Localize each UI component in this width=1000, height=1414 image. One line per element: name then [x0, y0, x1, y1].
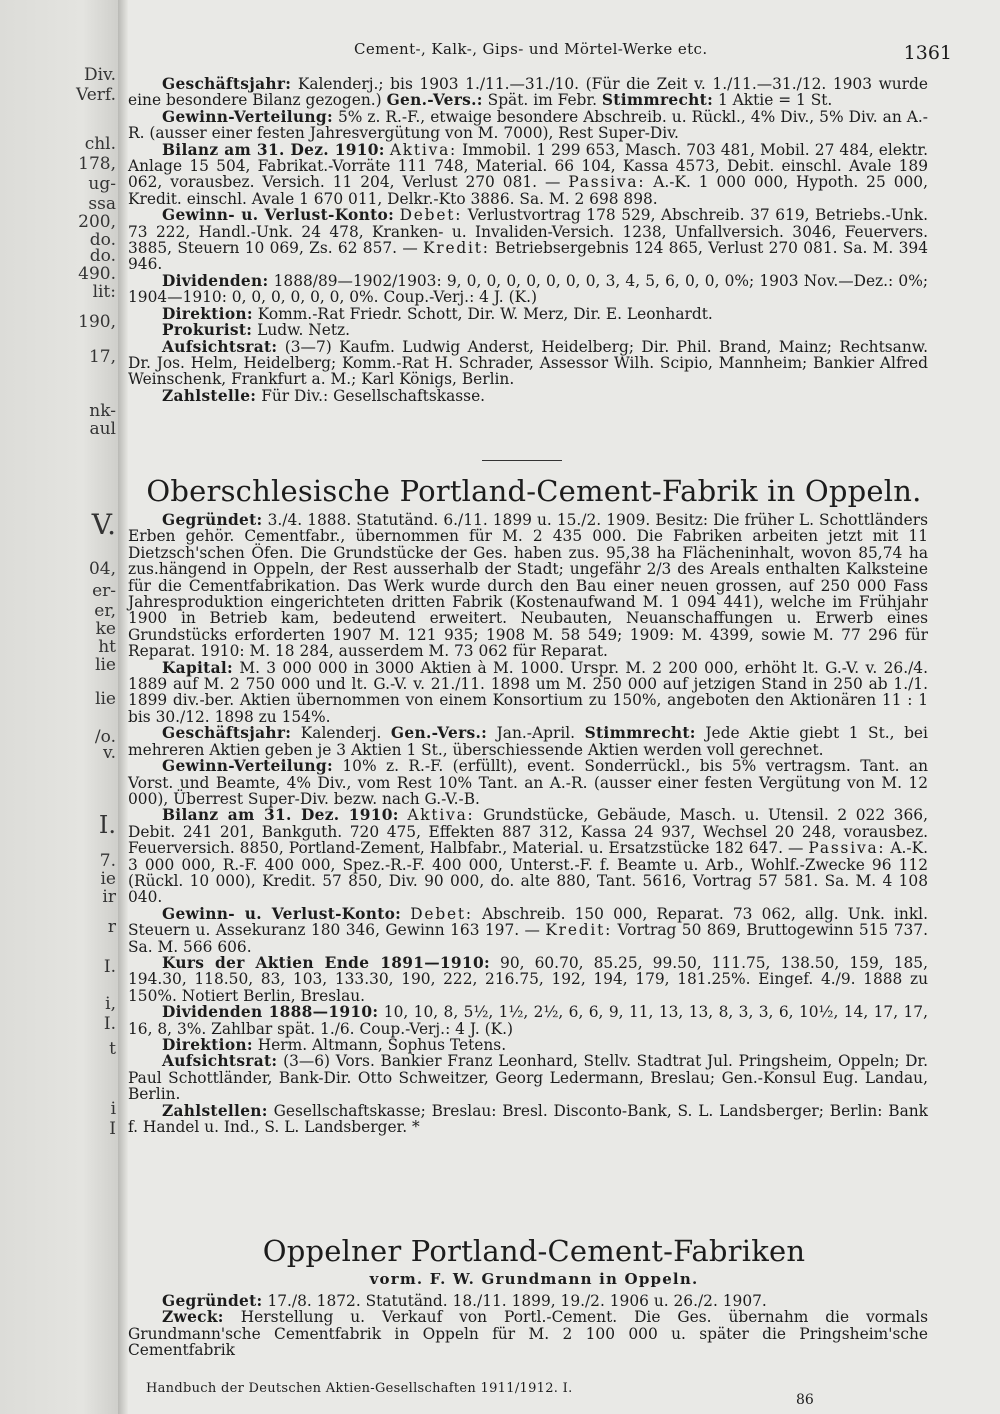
gutter-fragment: I. [103, 958, 116, 977]
gutter-fragment: I. [103, 1015, 116, 1034]
zahlstelle-paragraph: Zahlstelle: Für Div.: Gesellschaftskasse. [162, 386, 486, 405]
dividenden-paragraph: Dividenden 1888—1910: 10, 10, 8, 5½, 1½, 2½, 6, 6, 9, 11, 13, 13, 8, 3, 3, 6, 10½, 14, 17, 17, 16, 8, 3%. Zahlbar spät. 1./6. Coup.-Verj.: 4 J. (K.) [128, 1003, 928, 1038]
page-number: 1361 [903, 42, 952, 64]
guv-paragraph: Gewinn- u. Verlust-Konto: Debet: Abschreib. 150 000, Reparat. 73 062, allg. Unk. inkl. Steuern u. Assekuranz 180 346, Gewinn 163 197. — Kredit: Vortrag 50 869, Bruttogewinn 515 737. Sa. M. 566 606. [128, 904, 928, 956]
field-label: Gewinn- u. Verlust-Konto: [162, 206, 395, 225]
gutter-fragment: ug- [88, 175, 116, 194]
gutter-fragment: 490. [78, 265, 116, 284]
gutter-fragment: nk- [89, 402, 116, 421]
field-label: Dividenden 1888—1910: [162, 1003, 379, 1022]
gutter-fragment: t [109, 1040, 116, 1059]
field-label: Gewinn-Verteilung: [162, 107, 333, 126]
page-footer [146, 1381, 936, 1411]
company-subtitle: vorm. F. W. Grundmann in Oppeln. [369, 1270, 699, 1288]
gutter-fragment: 04, [88, 560, 116, 579]
gutter-fragment: lie [95, 690, 116, 709]
footer-handbook-title: Handbuch der Deutschen Aktien-Gesellschaften 1911/1912. I. [146, 1381, 573, 1396]
signature-mark: 86 [796, 1392, 814, 1408]
gutter-fragment: Div. [83, 66, 116, 85]
gutter-fragment: ssa [88, 195, 116, 214]
field-label: Gegründet: [162, 511, 263, 529]
gutter-fragment: ht [98, 638, 116, 657]
gutter-fragment: I. [98, 812, 116, 838]
gutter-fragment: i [110, 1100, 116, 1119]
field-label: Bilanz am 31. Dez. 1910: [162, 806, 399, 825]
gutter-fragment: ie [100, 870, 116, 889]
bilanz-paragraph: Bilanz am 31. Dez. 1910: Aktiva: Immobil. 1 299 653, Masch. 703 481, Mobil. 27 484, elektr. Anlage 15 504, Fabrikat.-Vorräte 111 748, Material. 66 104, Kassa 4573, Debit. einschl. Avale 189 062, vorausbez. Versich. 11 204, Verlust 270 081. — Passiva: A.-K. 1 000 000, Hypoth. 25 000, Kredit. einschl. Avale 1 670 011, Delkr.-Kto 3886. Sa. M. 2 698 898. [128, 140, 928, 208]
gutter-fragment: /o. [94, 728, 116, 747]
company-title: Oberschlesische Portland-Cement-Fabrik in Oppeln. [146, 474, 922, 508]
gutter-fragment: V. [91, 510, 116, 540]
direktion-paragraph: Direktion: Komm.-Rat Friedr. Schott, Dir. W. Merz, Dir. E. Leonhardt. [162, 304, 713, 323]
zahlstellen-paragraph: Zahlstellen: Gesellschaftskasse; Breslau: Bresl. Disconto-Bank, S. L. Landsberger; Berlin: Bank f. Handel u. Ind., S. L. Landsberger. * [128, 1101, 928, 1137]
field-label: Zahlstellen: [162, 1101, 268, 1120]
oberschlesische-entry-block [128, 512, 928, 1135]
facing-page-margin [0, 0, 118, 1414]
field-label: Bilanz am 31. Dez. 1910: [162, 140, 385, 159]
gutter-fragment: I [109, 1120, 116, 1139]
field-label: Zahlstelle: [162, 386, 257, 405]
field-label: Stimmrecht: [584, 724, 696, 743]
gutter-fragment: ir [102, 888, 116, 907]
field-label: Direktion: [162, 304, 253, 323]
field-label: Kapital: [162, 658, 233, 677]
prokurist-paragraph: Prokurist: Ludw. Netz. [162, 321, 351, 340]
gutter-fragment: lie [95, 656, 116, 675]
gegruendet-paragraph: Gegründet: 3./4. 1888. Statutänd. 6./11. 1899 u. 15./2. 1909. Besitz: Die früher L. Schottländers Erben gehör. Cementfabr., übernommen für M. 2 435 000. Die Fabriken arbeiten jetzt mit 11 Dietzsch'schen Öfen. Die Grundstücke der Ges. haben zus. 95,38 ha Flächeninhalt, wovon 85,74 ha zus.hängend in Oppeln, der Rest ausserhalb der Stadt; ungefähr 2/3 des Areals enthalten Kalksteine für die Cementfabrikation. Das Werk wurde durch den Bau einer neuen grossen, auf 250 000 Fass Jahresproduktion eingerichteten dritten Fabrik (Kostenaufwand M. 1 094 441), welche im Frühjahr 1900 in Betrieb kam, bedeutend erweitert. Neubauten, Neuanschaffungen u. Erwerb eines Grundstücks erforderten 1907 M. 121 935; 1908 M. 58 549; 1909: M. 4399, sowie M. 77 296 für Reparat. 1910: M. 18 284, ausserdem M. 73 062 für Reparat. [128, 511, 928, 661]
field-label: Aufsichtsrat: [162, 1052, 278, 1071]
previous-entry-block [128, 76, 928, 404]
gutter-fragment: lit: [92, 283, 116, 302]
company-title: Oppelner Portland-Cement-Fabriken [262, 1234, 806, 1268]
field-label: Zweck: [162, 1308, 224, 1327]
gutter-fragment: 17, [88, 348, 116, 367]
geschaeftsjahr-paragraph: Geschäftsjahr: Kalenderj. Gen.-Vers.: Jan.-April. Stimmrecht: Jede Aktie giebt 1 St., bei mehreren Aktien geben je 3 Aktien 1 St., überschiessende Aktien werden voll gerechnet. [128, 724, 928, 759]
field-label: Dividenden: [162, 271, 269, 290]
gutter-fragment: er- [92, 582, 116, 601]
gutter-fragment: 200, [78, 213, 116, 232]
field-label: Prokurist: [162, 321, 253, 340]
field-label: Geschäftsjahr: [162, 724, 292, 743]
aufsichtsrat-paragraph: Aufsichtsrat: (3—7) Kaufm. Ludwig Anderst, Heidelberg; Dir. Phil. Brand, Mainz; Rechtsanw. Dr. Jos. Helm, Heidelberg; Komm.-Rat H. Schrader, Assessor Wilh. Scipio, Mannheim; Bankier Alfred Weinschenk, Frankfurt a. M.; Karl Königs, Berlin. [128, 337, 928, 389]
field-label: Gegründet: [162, 1292, 263, 1310]
gutter-fragment: 7. [99, 852, 116, 871]
section-divider [482, 460, 562, 461]
oppelner-entry-block [128, 1293, 928, 1359]
gutter-fragment: do. [89, 247, 116, 266]
field-label: Stimmrecht: [601, 91, 714, 110]
dividenden-paragraph: Dividenden: 1888/89—1902/1903: 9, 0, 0, 0, 0, 0, 0, 0, 3, 4, 5, 6, 0, 0, 0%; 1903 Nov.—Dez.: 0%; 1904—1910: 0, 0, 0, 0, 0, 0, 0%. Coup.-Verj.: 4 J. (K.) [128, 271, 928, 307]
book-page [128, 0, 952, 1414]
kurs-paragraph: Kurs der Aktien Ende 1891—1910: 90, 60.70, 85.25, 99.50, 111.75, 138.50, 159, 185, 194.30, 118.50, 83, 103, 133.30, 190, 222, 216.75, 192, 194, 179, 181.25%. Eingef. 4./9. 1888 zu 150%. Notiert Berlin, Breslau. [128, 953, 928, 1005]
aufsichtsrat-paragraph: Aufsichtsrat: (3—6) Vors. Bankier Franz Leonhard, Stellv. Stadtrat Jul. Pringsheim, Oppeln; Dr. Paul Schottländer, Bank-Dir. Otto Schweitzer, Georg Ledermann, Breslau; Gen.-Konsul Eug. Landau, Berlin. [128, 1052, 928, 1104]
gutter-fragment: r [107, 918, 116, 937]
running-head: Cement-, Kalk-, Gips- und Mörtel-Werke etc. [354, 40, 708, 58]
gewinn-verteilung-paragraph: Gewinn-Verteilung: 5% z. R.-F., etwaige besondere Abschreib. u. Rückl., 4% Div., 5% Div. an A.-R. (ausser einer festen Jahresvergütung von M. 7000), Rest Super-Div. [128, 107, 928, 143]
gutter-fragment: aul [89, 420, 116, 439]
field-label: Gewinn- u. Verlust-Konto: [162, 904, 402, 923]
direktion-paragraph: Direktion: Herm. Altmann, Sophus Tetens. [162, 1036, 507, 1054]
kapital-paragraph: Kapital: M. 3 000 000 in 3000 Aktien à M. 1000. Urspr. M. 2 200 000, erhöht lt. G.-V. v. 26./4. 1889 auf M. 2 750 000 und lt. G.-V. v. 21./11. 1898 um M. 250 000 auf jetzigen Stand in 250 ab 1./1. 1899 div.-ber. Aktien übernommen von einem Konsortium zu 150%, angeboten den Aktionären 11 : 1 bis 30./12. 1898 zu 154%. [128, 658, 928, 726]
geschaeftsjahr-paragraph: Geschäftsjahr: Kalenderj.; bis 1903 1./11.—31./10. (Für die Zeit v. 1./11.—31./12. 1903 wurde eine besondere Bilanz gezogen.) Gen.-Vers.: Spät. im Febr. Stimmrecht: 1 Aktie = 1 St. [128, 75, 928, 110]
gutter-fragment: ke [95, 620, 116, 639]
field-label: Kurs der Aktien Ende 1891—1910: [162, 953, 490, 972]
gutter-fragment: i, [105, 995, 116, 1014]
field-label: Gen.-Vers.: [386, 91, 483, 110]
gutter-fragment: er, [94, 602, 116, 621]
gutter-fragment: do. [89, 231, 116, 250]
page-header [128, 40, 952, 70]
gegruendet-paragraph: Gegründet: 17./8. 1872. Statutänd. 18./11. 1899, 19./2. 1906 u. 26./2. 1907. [162, 1292, 767, 1310]
field-label: Aufsichtsrat: [162, 337, 278, 356]
gutter-fragment: v. [103, 744, 116, 763]
gewinn-verteilung-paragraph: Gewinn-Verteilung: 10% z. R.-F. (erfüllt), event. Sonderrückl., bis 5% vertragsm. Tant. an Vorst. und Beamte, 4% Div., vom Rest 10% Tant. an A.-R. (ausser einer festen Vergütung von M. 12 000), Überrest Super-Div. bezw. nach G.-V.-B. [128, 757, 928, 808]
book-fold-shadow [118, 0, 128, 1414]
gutter-fragment: Verf. [76, 86, 116, 105]
gutter-fragment: 178, [78, 155, 116, 174]
field-label: Gen.-Vers.: [390, 724, 488, 743]
bilanz-paragraph: Bilanz am 31. Dez. 1910: Aktiva: Grundstücke, Gebäude, Masch. u. Utensil. 2 022 366, Debit. 241 201, Bankguth. 720 475, Effekten 887 312, Kassa 24 937, Wechsel 20 248, vorausbez. Feuerversich. 8850, Portland-Zement, Halbfabr., Material. u. Ersatzstücke 182 647. — Passiva: A.-K. 3 000 000, R.-F. 400 000, Spez.-R.-F. 400 000, Unterst.-F. f. Beamte u. Arb., Wohlf.-Zwecke 96 112 (Rückl. 10 000), Kredit. 57 850, Div. 90 000, do. alte 880, Tant. 5616, Vortrag 57 581. Sa. M. 4 108 040. [128, 806, 928, 907]
gutter-fragment: chl. [84, 135, 116, 154]
zweck-paragraph: Zweck: Herstellung u. Verkauf von Portl.-Cement. Die Ges. übernahm die vormals Grundmann'sche Cementfabrik in Oppeln für M. 2 100 000 u. später die Pringsheim'sche Cementfabrik [128, 1308, 928, 1360]
field-label: Geschäftsjahr: [162, 75, 292, 93]
field-label: Direktion: [162, 1036, 253, 1054]
field-label: Gewinn-Verteilung: [162, 757, 333, 776]
guv-paragraph: Gewinn- u. Verlust-Konto: Debet: Verlustvortrag 178 529, Abschreib. 37 619, Betriebs.-Unk. 73 222, Handl.-Unk. 24 478, Kranken- u. Invaliden-Versich. 1238, Unfallversich. 3046, Feuervers. 3885, Steuern 10 069, Zs. 62 857. — Kredit: Betriebsergebnis 124 865, Verlust 270 081. Sa. M. 394 946. [128, 206, 928, 274]
gutter-fragment: 190, [78, 313, 116, 332]
